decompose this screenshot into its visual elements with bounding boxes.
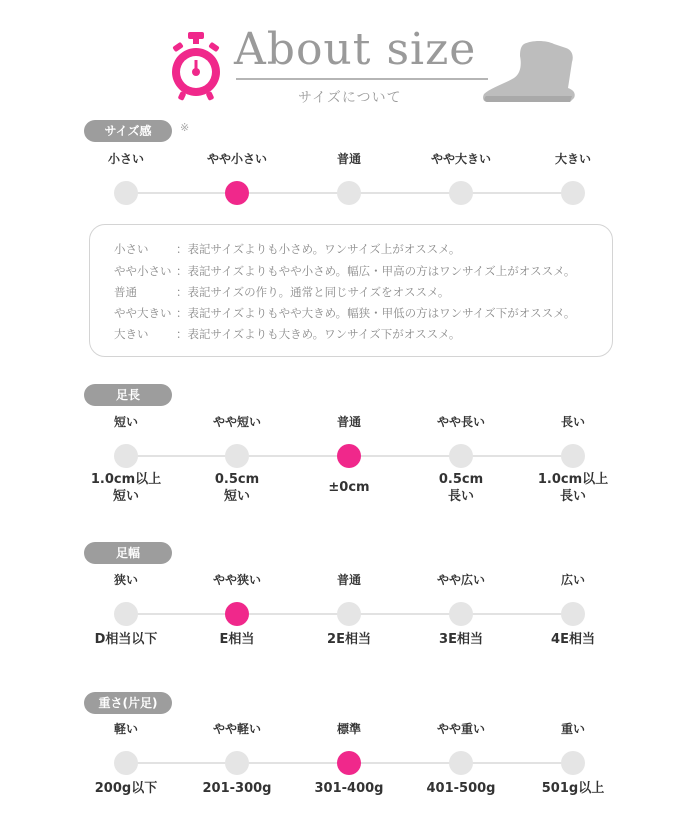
fit-option-label: 普通	[336, 152, 361, 166]
length-section-label: 足長	[84, 384, 172, 406]
fit-option-label: やや小さい	[206, 152, 267, 166]
width-detail-line: 2E相当	[327, 632, 371, 647]
width-scale-marker	[449, 602, 473, 626]
weight-option-label: やや軽い	[212, 722, 261, 736]
timer-icon	[166, 30, 226, 102]
fit-scale-marker	[337, 181, 361, 205]
length-option-detail	[71, 471, 181, 505]
weight-section-label: 重さ(片足)	[84, 692, 172, 714]
fit-option-label: やや大きい	[430, 152, 491, 166]
length-option-label: 短い	[113, 415, 138, 429]
length-detail-line: 1.0cm以上	[90, 472, 162, 487]
width-option-detail	[294, 631, 404, 648]
length-scale-marker	[225, 444, 249, 468]
fit-description-text: ：表記サイズよりもやや小さめ。幅広・甲高の方はワンサイズ上がオススメ。	[176, 264, 576, 278]
fit-scale-marker	[449, 181, 473, 205]
fit-scale-marker	[114, 181, 138, 205]
width-detail-line: 4E相当	[551, 632, 595, 647]
fit-description-text: ：表記サイズの作り。通常と同じサイズをオススメ。	[176, 285, 450, 299]
width-option-label: やや広い	[436, 573, 485, 587]
fit-description-row	[114, 305, 575, 321]
weight-detail-line: 501g以上	[541, 781, 605, 796]
weight-detail-line: 301-400g	[314, 781, 384, 796]
length-option-detail	[182, 471, 292, 505]
length-detail-line: 短い	[112, 489, 139, 504]
width-option-detail	[182, 631, 292, 648]
length-option-detail	[294, 479, 404, 496]
page-subtitle: サイズについて	[298, 90, 402, 106]
header	[0, 0, 700, 115]
weight-selected-marker	[337, 751, 361, 775]
title-divider	[236, 78, 488, 80]
length-selected-marker	[337, 444, 361, 468]
width-selected-marker	[225, 602, 249, 626]
weight-option-detail	[406, 780, 516, 797]
length-scale-marker	[114, 444, 138, 468]
fit-description-row	[114, 326, 460, 342]
fit-description-term: 大きい	[114, 327, 149, 341]
length-detail-line: 長い	[559, 489, 586, 504]
weight-detail-line: 200g以下	[94, 781, 158, 796]
weight-scale-marker	[114, 751, 138, 775]
length-option-label: 長い	[560, 415, 585, 429]
weight-option-detail	[294, 780, 404, 797]
weight-detail-line: 201-300g	[202, 781, 272, 796]
length-detail-line: ±0cm	[328, 480, 370, 495]
length-option-detail	[518, 471, 628, 505]
shoe-icon	[480, 38, 580, 106]
fit-option-label: 小さい	[107, 152, 144, 166]
weight-option-label: 標準	[336, 722, 361, 736]
weight-option-label: やや重い	[436, 722, 485, 736]
width-detail-line: E相当	[219, 632, 255, 647]
fit-description-box	[89, 224, 613, 357]
fit-description-row	[114, 263, 575, 279]
fit-section-label: サイズ感	[84, 120, 172, 142]
width-scale-marker	[561, 602, 585, 626]
weight-detail-line: 401-500g	[426, 781, 496, 796]
fit-description-term: 普通	[114, 285, 137, 299]
length-option-detail	[406, 471, 516, 505]
length-detail-line: 長い	[447, 489, 474, 504]
width-option-label: 普通	[336, 573, 361, 587]
length-scale-marker	[561, 444, 585, 468]
length-option-label: やや長い	[436, 415, 485, 429]
fit-selected-marker	[225, 181, 249, 205]
length-detail-line: 0.5cm	[214, 472, 260, 487]
weight-option-detail	[518, 780, 628, 797]
note-mark: ※	[180, 121, 190, 134]
weight-option-detail	[71, 780, 181, 797]
fit-description-text: ：表記サイズよりもやや大きめ。幅狭・甲低の方はワンサイズ下がオススメ。	[176, 306, 576, 320]
weight-option-label: 軽い	[113, 722, 138, 736]
width-scale-marker	[337, 602, 361, 626]
fit-description-row	[114, 241, 460, 257]
length-scale-marker	[449, 444, 473, 468]
width-detail-line: D相当以下	[94, 632, 158, 647]
width-option-label: 広い	[560, 573, 585, 587]
width-section-label: 足幅	[84, 542, 172, 564]
width-option-label: やや狭い	[212, 573, 261, 587]
fit-scale-marker	[561, 181, 585, 205]
fit-description-term: 小さい	[114, 242, 149, 256]
weight-option-detail	[182, 780, 292, 797]
width-option-detail	[406, 631, 516, 648]
width-scale-marker	[114, 602, 138, 626]
fit-description-term: やや小さい	[114, 264, 172, 278]
fit-description-text: ：表記サイズよりも大きめ。ワンサイズ下がオススメ。	[176, 327, 461, 341]
width-detail-line: 3E相当	[439, 632, 483, 647]
weight-scale-marker	[449, 751, 473, 775]
width-option-label: 狭い	[113, 573, 138, 587]
width-option-detail	[71, 631, 181, 648]
fit-description-text: ：表記サイズよりも小さめ。ワンサイズ上がオススメ。	[176, 242, 461, 256]
length-option-label: やや短い	[212, 415, 261, 429]
fit-description-term: やや大きい	[114, 306, 172, 320]
weight-scale-marker	[225, 751, 249, 775]
width-option-detail	[518, 631, 628, 648]
length-detail-line: 0.5cm	[438, 472, 484, 487]
length-option-label: 普通	[336, 415, 361, 429]
fit-description-row	[114, 284, 449, 300]
weight-option-label: 重い	[560, 722, 585, 736]
page-title: About size	[234, 24, 477, 75]
fit-option-label: 大きい	[554, 152, 591, 166]
length-detail-line: 短い	[223, 489, 250, 504]
weight-scale-marker	[561, 751, 585, 775]
length-detail-line: 1.0cm以上	[537, 472, 609, 487]
